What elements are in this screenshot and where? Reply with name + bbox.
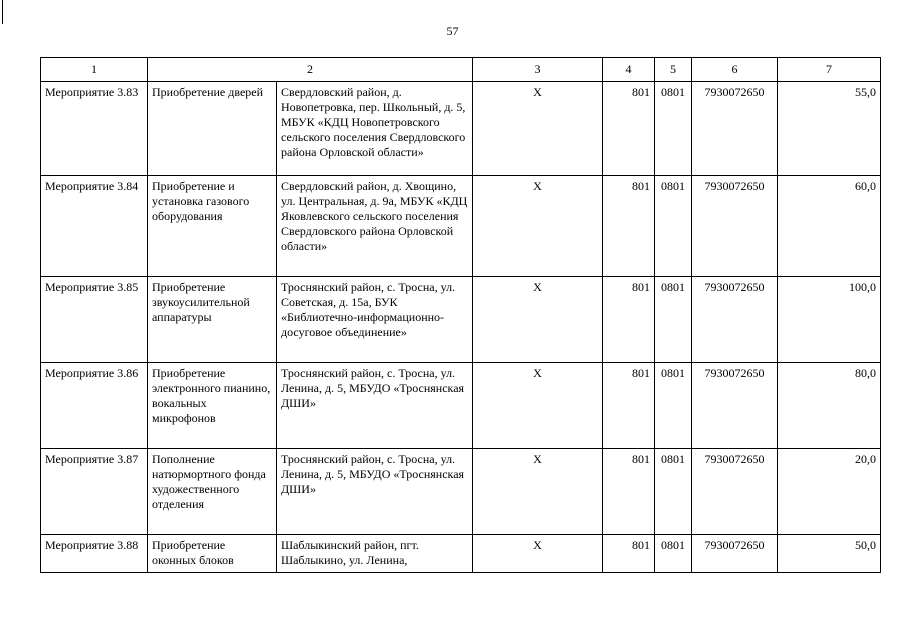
cell-col4: 801 xyxy=(603,176,655,277)
cell-col4: 801 xyxy=(603,82,655,176)
cell-col4: 801 xyxy=(603,277,655,363)
cell-col4: 801 xyxy=(603,449,655,535)
cell-col6: 7930072650 xyxy=(692,82,778,176)
measure-name: Приобретение и установка газового оборудования xyxy=(148,176,277,277)
header-cell-4: 4 xyxy=(603,58,655,82)
header-cell-6: 6 xyxy=(692,58,778,82)
cell-col3: Х xyxy=(473,82,603,176)
table-row xyxy=(41,363,881,449)
cell-col7: 60,0 xyxy=(778,176,881,277)
cell-col6: 7930072650 xyxy=(692,449,778,535)
header-cell-2: 2 xyxy=(148,58,473,82)
measure-id: Мероприятие 3.87 xyxy=(41,449,148,535)
cell-col6: 7930072650 xyxy=(692,363,778,449)
cell-col5: 0801 xyxy=(655,535,692,573)
cell-col5: 0801 xyxy=(655,363,692,449)
header-cell-3: 3 xyxy=(473,58,603,82)
cell-col3: Х xyxy=(473,277,603,363)
cell-col5: 0801 xyxy=(655,277,692,363)
header-cell-7: 7 xyxy=(778,58,881,82)
cell-col4: 801 xyxy=(603,363,655,449)
cell-col7: 20,0 xyxy=(778,449,881,535)
measure-address: Шаблыкинский район, пгт. Шаблыкино, ул. Ленина, xyxy=(277,535,473,573)
measure-address: Свердловский район, д. Новопетровка, пер. Школьный, д. 5, МБУК «КДЦ Новопетровского сельского поселения Свердловского района Орловской области» xyxy=(277,82,473,176)
measure-name: Приобретение звукоусилительной аппаратуры xyxy=(148,277,277,363)
cell-col6: 7930072650 xyxy=(692,535,778,573)
measure-name: Пополнение натюрмортного фонда художественного отделения xyxy=(148,449,277,535)
measure-address: Свердловский район, д. Хвощино, ул. Центральная, д. 9а, МБУК «КДЦ Яковлевского сельского поселения Свердловского района Орловской области» xyxy=(277,176,473,277)
measure-name: Приобретение оконных блоков xyxy=(148,535,277,573)
measure-name: Приобретение дверей xyxy=(148,82,277,176)
cell-col4: 801 xyxy=(603,535,655,573)
cell-col7: 100,0 xyxy=(778,277,881,363)
measure-address: Троснянский район, с. Тросна, ул. Ленина, д. 5, МБУДО «Троснянская ДШИ» xyxy=(277,363,473,449)
measure-id: Мероприятие 3.83 xyxy=(41,82,148,176)
header-cell-5: 5 xyxy=(655,58,692,82)
cell-col6: 7930072650 xyxy=(692,176,778,277)
table-row xyxy=(41,82,881,176)
cell-col7: 50,0 xyxy=(778,535,881,573)
cell-col5: 0801 xyxy=(655,176,692,277)
measure-id: Мероприятие 3.84 xyxy=(41,176,148,277)
cell-col7: 55,0 xyxy=(778,82,881,176)
header-cell-1: 1 xyxy=(41,58,148,82)
page-number: 57 xyxy=(446,24,459,38)
cell-col3: Х xyxy=(473,535,603,573)
cell-col7: 80,0 xyxy=(778,363,881,449)
table-row xyxy=(41,277,881,363)
measure-id: Мероприятие 3.86 xyxy=(41,363,148,449)
table-row xyxy=(41,535,881,573)
cell-col5: 0801 xyxy=(655,449,692,535)
measure-id: Мероприятие 3.85 xyxy=(41,277,148,363)
cell-col6: 7930072650 xyxy=(692,277,778,363)
cell-col5: 0801 xyxy=(655,82,692,176)
measure-id: Мероприятие 3.88 xyxy=(41,535,148,573)
measure-name: Приобретение электронного пианино, вокальных микрофонов xyxy=(148,363,277,449)
measure-address: Троснянский район, с. Тросна, ул. Ленина, д. 5, МБУДО «Троснянская ДШИ» xyxy=(277,449,473,535)
cell-col3: Х xyxy=(473,449,603,535)
margin-mark xyxy=(2,0,3,24)
budget-table xyxy=(40,57,881,573)
cell-col3: Х xyxy=(473,363,603,449)
table-header-row xyxy=(41,58,881,82)
table-row xyxy=(41,449,881,535)
cell-col3: Х xyxy=(473,176,603,277)
table-row xyxy=(41,176,881,277)
measure-address: Троснянский район, с. Тросна, ул. Советская, д. 15а, БУК «Библиотечно-информационно-досуговое объединение» xyxy=(277,277,473,363)
